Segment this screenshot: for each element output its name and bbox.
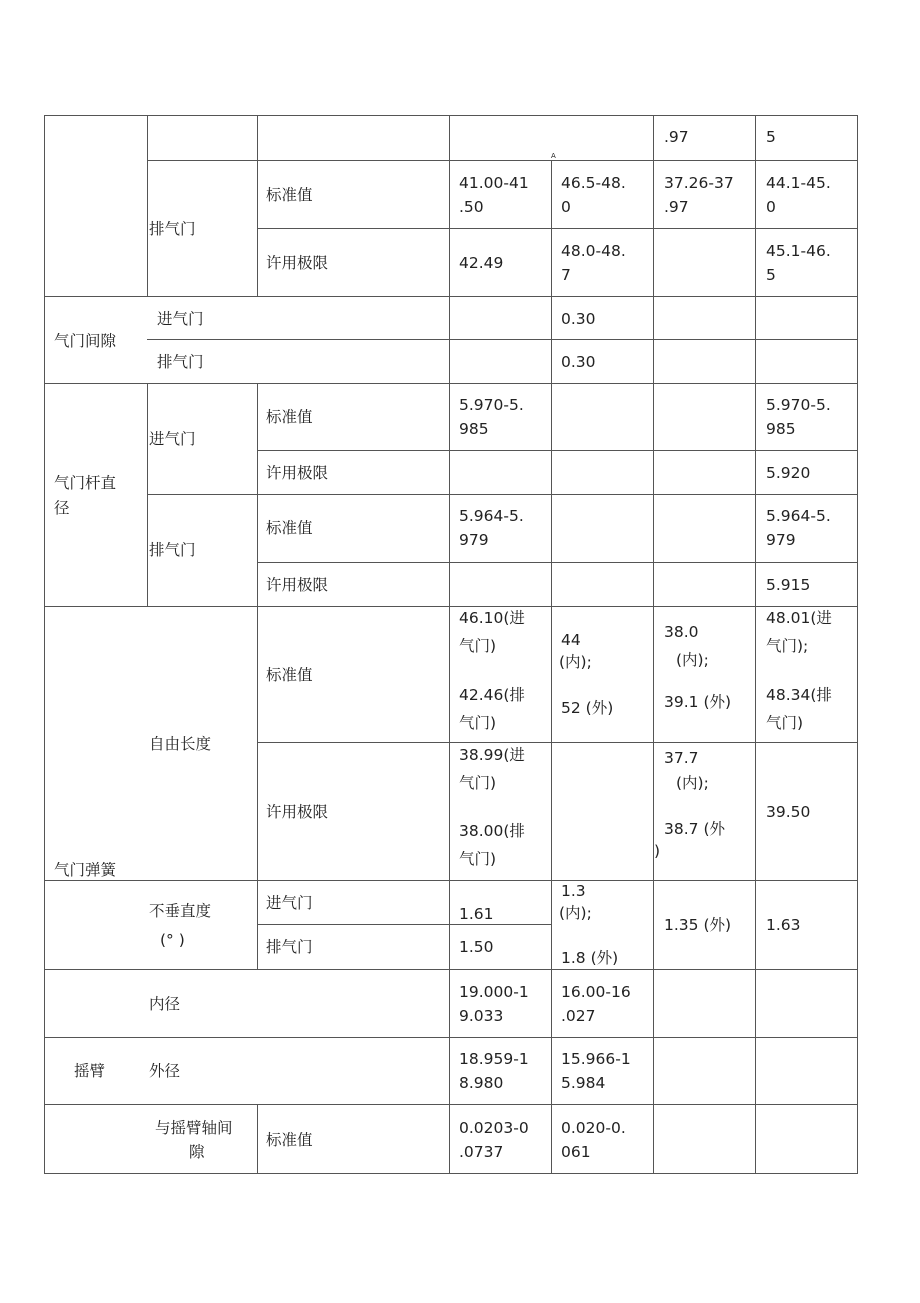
grid-line: [257, 742, 858, 743]
grid-line: [44, 1037, 858, 1038]
cell-value: 0.30: [561, 310, 596, 328]
cell-value: 985: [766, 420, 796, 438]
row-label-intake-valve: 进气门: [157, 310, 204, 328]
row-label-standard: 标准值: [266, 1131, 313, 1149]
cell-value: 0.0203-0: [459, 1119, 529, 1137]
cell-value: 38.99(进: [459, 746, 525, 764]
cell-value: .0737: [459, 1143, 504, 1161]
cell-value: 8.980: [459, 1074, 504, 1092]
cell-value: 1.61: [459, 905, 494, 923]
cell-value: 1.63: [766, 916, 801, 934]
cell-value: 5.964-5.: [459, 507, 524, 525]
cell-value: 38.0: [664, 623, 699, 641]
grid-line: [44, 969, 858, 970]
group-label-rocker-arm: 摇臂: [74, 1062, 106, 1080]
cell-value: 气门): [459, 774, 497, 792]
cell-value: 979: [766, 531, 796, 549]
cell-value: 0: [561, 198, 571, 216]
cell-value: 1.50: [459, 938, 494, 956]
cell-value: 0: [766, 198, 776, 216]
cell-value: 48.01(进: [766, 609, 832, 627]
grid-line: [257, 383, 258, 969]
cell-value: 1.8 (外): [561, 949, 619, 967]
row-label-perpendicularity-unit: (° ): [160, 931, 185, 949]
group-label-valve-clearance: 气门间隙: [54, 332, 117, 350]
cell-value: 39.1 (外): [664, 693, 732, 711]
row-label-limit: 许用极限: [266, 576, 329, 594]
grid-line: [44, 296, 858, 297]
cell-value: (内);: [559, 904, 592, 922]
row-label-outer-diameter: 外径: [149, 1062, 181, 1080]
group-label-valve-spring: 气门弹簧: [54, 861, 117, 879]
cell-value: 5.920: [766, 464, 811, 482]
grid-line: [44, 115, 45, 1173]
cell-value: 061: [561, 1143, 591, 1161]
cell-value: 44.1-45.: [766, 174, 831, 192]
row-label-inner-diameter: 内径: [149, 995, 181, 1013]
cell-value: 气门): [766, 714, 804, 732]
cell-value: 5.970-5.: [459, 396, 524, 414]
cell-value: 37.7: [664, 749, 699, 767]
row-label-exhaust-valve: 排气门: [266, 938, 313, 956]
cell-value: 45.1-46.: [766, 242, 831, 260]
grid-line: [147, 160, 858, 161]
grid-line: [44, 115, 858, 116]
cell-value: (内);: [676, 651, 709, 669]
cell-value: 气门): [459, 850, 497, 868]
cell-value: 38.00(排: [459, 822, 525, 840]
cell-value: 41.00-41: [459, 174, 529, 192]
grid-line: [44, 383, 858, 384]
cell-value: 38.7 (外: [664, 820, 725, 838]
cell-value: 46.5-48.: [561, 174, 626, 192]
cell-value: 979: [459, 531, 489, 549]
cell-value: 5.984: [561, 1074, 606, 1092]
grid-line: [147, 339, 858, 340]
row-label-standard: 标准值: [266, 666, 313, 684]
cell-value: 19.000-1: [459, 983, 529, 1001]
grid-line: [44, 1104, 858, 1105]
row-label-standard: 标准值: [266, 186, 313, 204]
grid-line: [257, 1104, 258, 1173]
cell-value: .97: [664, 128, 689, 146]
grid-line: [44, 880, 858, 881]
row-label-intake-valve: 进气门: [149, 430, 196, 448]
cell-value: 气门);: [766, 637, 809, 655]
grid-line: [147, 115, 148, 296]
group-label-valve-stem-diameter: 气门杆直: [54, 474, 117, 492]
cell-value: 985: [459, 420, 489, 438]
row-label-exhaust-valve: 排气门: [149, 220, 196, 238]
grid-line: [257, 562, 858, 563]
grid-line: [147, 494, 858, 495]
row-label-limit: 许用极限: [266, 464, 329, 482]
grid-line: [653, 115, 654, 1173]
row-label-intake-valve: 进气门: [266, 894, 313, 912]
cell-value: ): [654, 842, 661, 860]
cell-value: 37.26-37: [664, 174, 734, 192]
cell-value: 5.915: [766, 576, 811, 594]
cell-value: 48.0-48.: [561, 242, 626, 260]
cell-value: 5.964-5.: [766, 507, 831, 525]
cell-value: 0.30: [561, 353, 596, 371]
cell-value: 15.966-1: [561, 1050, 631, 1068]
cell-value: 48.34(排: [766, 686, 832, 704]
cell-value: 气门): [459, 637, 497, 655]
cell-value: 0.020-0.: [561, 1119, 626, 1137]
grid-line: [257, 924, 552, 925]
cell-value: 16.00-16: [561, 983, 631, 1001]
cell-value: 39.50: [766, 803, 811, 821]
grid-line: [257, 450, 858, 451]
row-label-limit: 许用极限: [266, 803, 329, 821]
row-label-limit: 许用极限: [266, 254, 329, 272]
cell-value: 18.959-1: [459, 1050, 529, 1068]
cell-value: 5: [766, 128, 776, 146]
row-label-shaft-clearance: 隙: [189, 1143, 205, 1161]
cell-value: 44: [561, 631, 581, 649]
cell-marker: A: [551, 152, 556, 160]
cell-value: (内);: [676, 774, 709, 792]
grid-line: [857, 115, 858, 1173]
cell-value: 42.46(排: [459, 686, 525, 704]
row-label-exhaust-valve: 排气门: [149, 541, 196, 559]
cell-value: 42.49: [459, 254, 504, 272]
row-label-shaft-clearance: 与摇臂轴间: [155, 1119, 233, 1137]
grid-line: [147, 383, 148, 606]
cell-value: (内);: [559, 653, 592, 671]
row-label-standard: 标准值: [266, 408, 313, 426]
row-label-free-length: 自由长度: [149, 735, 212, 753]
cell-value: 46.10(进: [459, 609, 525, 627]
grid-line: [257, 115, 258, 296]
grid-line: [44, 606, 858, 607]
grid-line: [44, 1173, 858, 1174]
row-label-exhaust-valve: 排气门: [157, 353, 204, 371]
grid-line: [449, 115, 450, 1173]
cell-value: .97: [664, 198, 689, 216]
grid-line: [551, 160, 552, 1173]
cell-value: 5: [766, 266, 776, 284]
grid-line: [257, 228, 858, 229]
cell-value: .50: [459, 198, 484, 216]
cell-value: 气门): [459, 714, 497, 732]
cell-value: 1.3: [561, 882, 586, 900]
cell-value: .027: [561, 1007, 596, 1025]
row-label-perpendicularity: 不垂直度: [149, 902, 212, 920]
grid-line: [755, 115, 756, 1173]
cell-value: 5.970-5.: [766, 396, 831, 414]
cell-value: 9.033: [459, 1007, 504, 1025]
cell-value: 52 (外): [561, 699, 614, 717]
cell-value: 1.35 (外): [664, 916, 732, 934]
row-label-standard: 标准值: [266, 519, 313, 537]
group-label-valve-stem-diameter: 径: [54, 499, 70, 517]
cell-value: 7: [561, 266, 571, 284]
